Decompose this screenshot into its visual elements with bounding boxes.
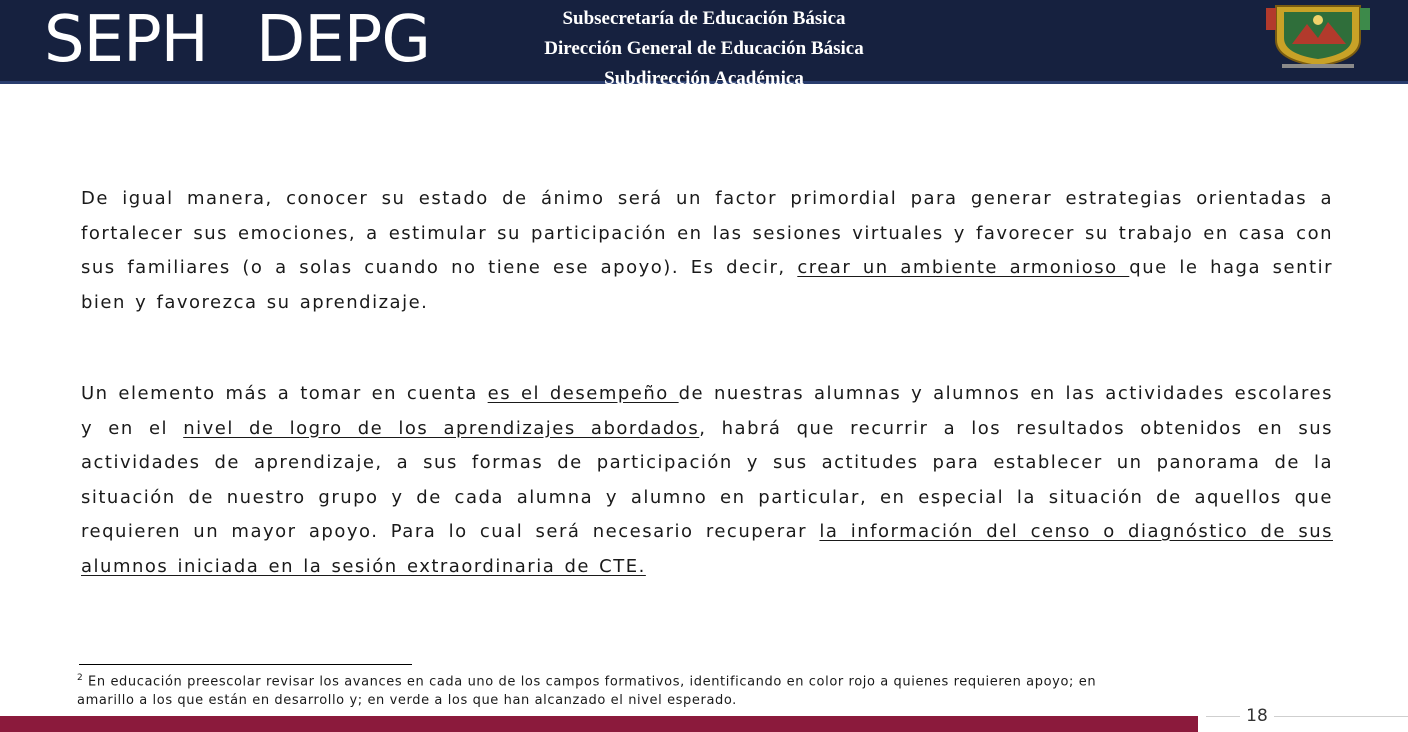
- footnote: [77, 669, 1157, 710]
- paragraph-2: [81, 377, 1333, 584]
- paragraph-2-text-a: Un elemento más a tomar en cuenta: [81, 383, 488, 404]
- brand-seph: SEPH: [44, 3, 208, 77]
- paragraph-1-underlined: crear un ambiente armonioso: [797, 257, 1130, 278]
- footnote-marker: 2: [77, 673, 84, 683]
- paragraph-2-underlined-3: la información del censo o diagnóstico de sus alumnos iniciada en la sesión extraordinaria de CTE.: [81, 521, 1333, 577]
- paragraph-2-text-b: de nuestras alumnas y alumnos en las actividades escolares y en el: [81, 383, 1333, 439]
- paragraph-1-text-a: De igual manera, conocer su estado de ánimo será un factor primordial para generar estrategias orientadas a fortalecer sus emociones, a estimular su participación en las sesiones virtuales y favorecer su trabajo en casa con sus familiares (o a solas cuando no tiene ese apoyo). Es decir,: [81, 188, 1333, 278]
- footnote-text: En educación preescolar revisar los avances en cada uno de los campos formativos, identificando en color rojo a quienes requieren apoyo; en amarillo a los que están en desarrollo y; en verde a los que han alcanzado el nivel esperado.: [77, 674, 1097, 709]
- header-line-3: Subdirección Académica: [604, 68, 804, 89]
- bottom-accent-bar: [0, 716, 1198, 732]
- state-coat-of-arms-icon: [1262, 0, 1374, 70]
- header-bar: [0, 0, 1408, 89]
- paragraph-2-underlined-2: nivel de logro de los aprendizajes abordados: [183, 417, 700, 439]
- header-line-2: Dirección General de Educación Básica: [544, 38, 864, 59]
- brand-depg: DEPG: [256, 3, 430, 77]
- paragraph-2-underlined-1: es el desempeño: [487, 383, 679, 404]
- paragraph-1: [81, 182, 1333, 320]
- header-titles: [430, 4, 978, 94]
- paragraph-2-text-c: , habrá que recurrir a los resultados obtenidos en sus actividades de aprendizaje, a sus formas de participación y sus actitudes para establecer un panorama de la situación de nuestro grupo y de cada alumna y alumno en particular, en especial la situación de aquellos que requieren un mayor apoyo. Para lo cual será necesario recuperar: [81, 417, 1333, 542]
- footnote-divider: [79, 664, 412, 665]
- page-number: 18: [1240, 706, 1274, 726]
- header-line-1: Subsecretaría de Educación Básica: [562, 8, 846, 29]
- page-number-rule: [1206, 716, 1408, 717]
- paragraph-1-text-b: que le haga sentir bien y favorezca su aprendizaje.: [81, 257, 1333, 313]
